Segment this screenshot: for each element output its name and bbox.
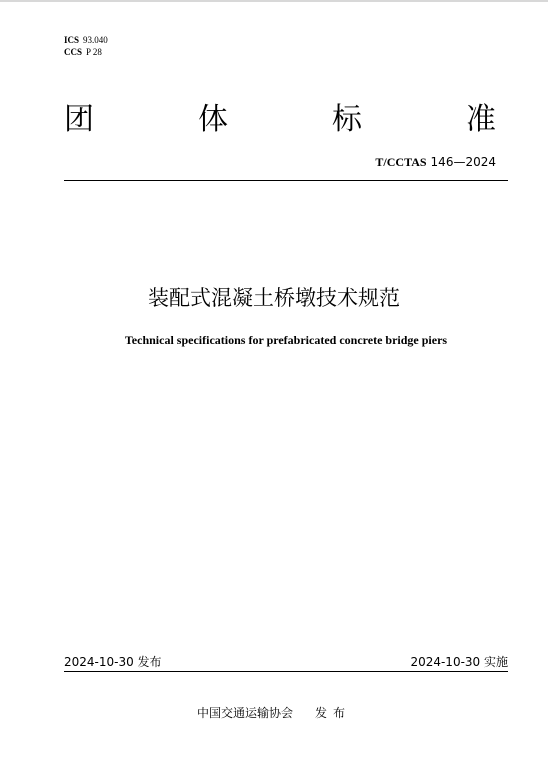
- standard-type-heading: [64, 100, 496, 140]
- ics-value: 93.040: [83, 35, 108, 45]
- standard-number: [375, 154, 496, 170]
- standard-type-char: 体: [198, 102, 228, 137]
- ics-label: ICS: [64, 35, 80, 45]
- date-row: [64, 654, 508, 670]
- publish-date: 2024-10-30 发布: [64, 655, 162, 669]
- standard-type-char: 团: [64, 102, 94, 137]
- publisher-action: 发布: [315, 706, 352, 720]
- publisher-name: 中国交通运输协会: [196, 706, 293, 720]
- header-divider: [64, 180, 508, 181]
- ics-code: [64, 34, 108, 46]
- implement-date: 2024-10-30 实施: [410, 655, 508, 669]
- ccs-code: [64, 46, 108, 58]
- standard-number-value: 146—2024: [430, 155, 496, 169]
- ccs-label: CCS: [64, 47, 83, 57]
- standard-number-prefix: T/CCTAS: [375, 155, 427, 169]
- ccs-value: P 28: [86, 47, 102, 57]
- classification-codes: [64, 34, 108, 58]
- publisher-line: [0, 705, 548, 721]
- title-english: Technical specifications for prefabricated concrete bridge piers: [124, 333, 448, 347]
- standard-type-char: 标: [332, 102, 362, 137]
- footer-divider: [64, 671, 508, 672]
- standard-type-char: 准: [466, 102, 496, 137]
- title-chinese: 装配式混凝土桥墩技术规范: [148, 286, 400, 310]
